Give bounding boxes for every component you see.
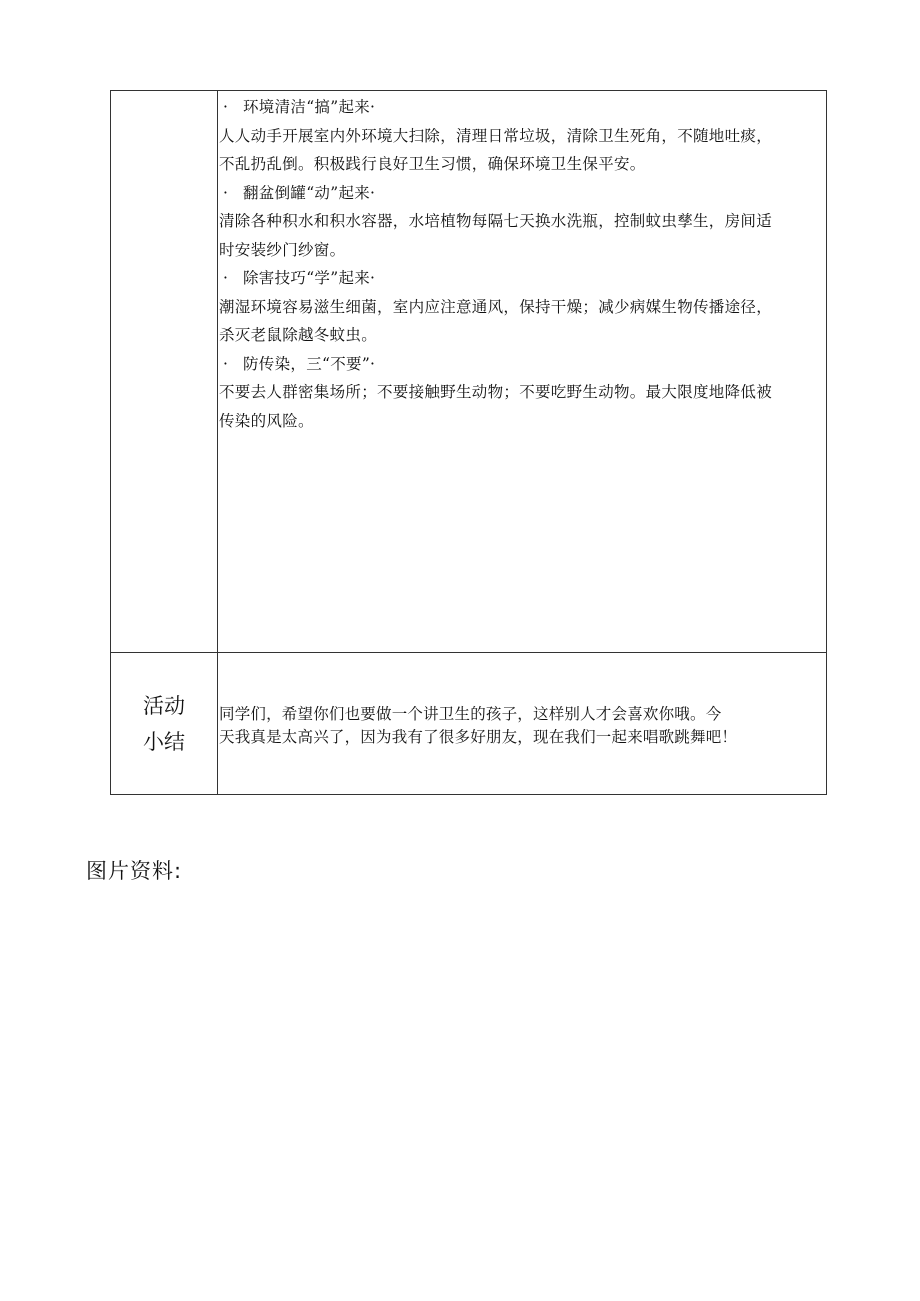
content-item-heading: [219, 179, 819, 208]
bullet-icon: ·: [223, 269, 229, 287]
summary-label-line1: 活动: [143, 694, 185, 718]
content-item-heading: [219, 264, 819, 293]
content-line: 传染的风险。: [219, 411, 314, 430]
bullet-icon: ·: [223, 98, 229, 116]
content-line: 不要去人群密集场所；不要接触野生动物；不要吃野生动物。最大限度地降低被: [219, 383, 773, 401]
item-heading-text: 除害技巧“学”起来·: [243, 269, 376, 287]
activity-table: [110, 90, 827, 795]
content-line: 潮湿环境容易滋生细菌，室内应注意通风，保持干燥；减少病媒生物传播途径，: [219, 297, 773, 316]
content-item-heading: [219, 350, 819, 379]
content-line: 清除各种积水和积水容器，水培植物每隔七天换水洗瓶，控制蚊虫孳生，房间适: [219, 212, 773, 230]
activity-content-cell: [219, 93, 819, 435]
bullet-icon: ·: [223, 183, 229, 202]
item-heading-text: 防传染，三“不要”·: [243, 354, 376, 373]
column-divider: [217, 91, 218, 794]
picture-section-heading: 图片资料:: [86, 859, 183, 883]
content-line: 人人动手开展室内外环境大扫除，清理日常垃圾，清除卫生死角，不随地吐痰，: [219, 126, 773, 145]
bullet-icon: ·: [223, 354, 229, 373]
summary-content-cell: [219, 703, 819, 749]
content-line: 杀灭老鼠除越冬蚊虫。: [219, 326, 378, 344]
row-divider: [111, 652, 826, 653]
item-heading-text: 环境清洁“搞”起来·: [243, 98, 376, 116]
summary-label-line2: 小结: [143, 730, 185, 754]
summary-label-cell: [111, 653, 217, 795]
item-heading-text: 翻盆倒罐“动”起来·: [243, 183, 376, 202]
content-item-heading: [219, 93, 819, 122]
content-line: 时安装纱门纱窗。: [219, 240, 346, 259]
summary-line: 天我真是太高兴了，因为我有了很多好朋友，现在我们一起来唱歌跳舞吧！: [219, 728, 738, 746]
summary-line: 同学们，希望你们也要做一个讲卫生的孩子，这样别人才会喜欢你哦。今: [219, 705, 722, 723]
content-line: 不乱扔乱倒。积极践行良好卫生习惯，确保环境卫生保平安。: [219, 155, 646, 173]
